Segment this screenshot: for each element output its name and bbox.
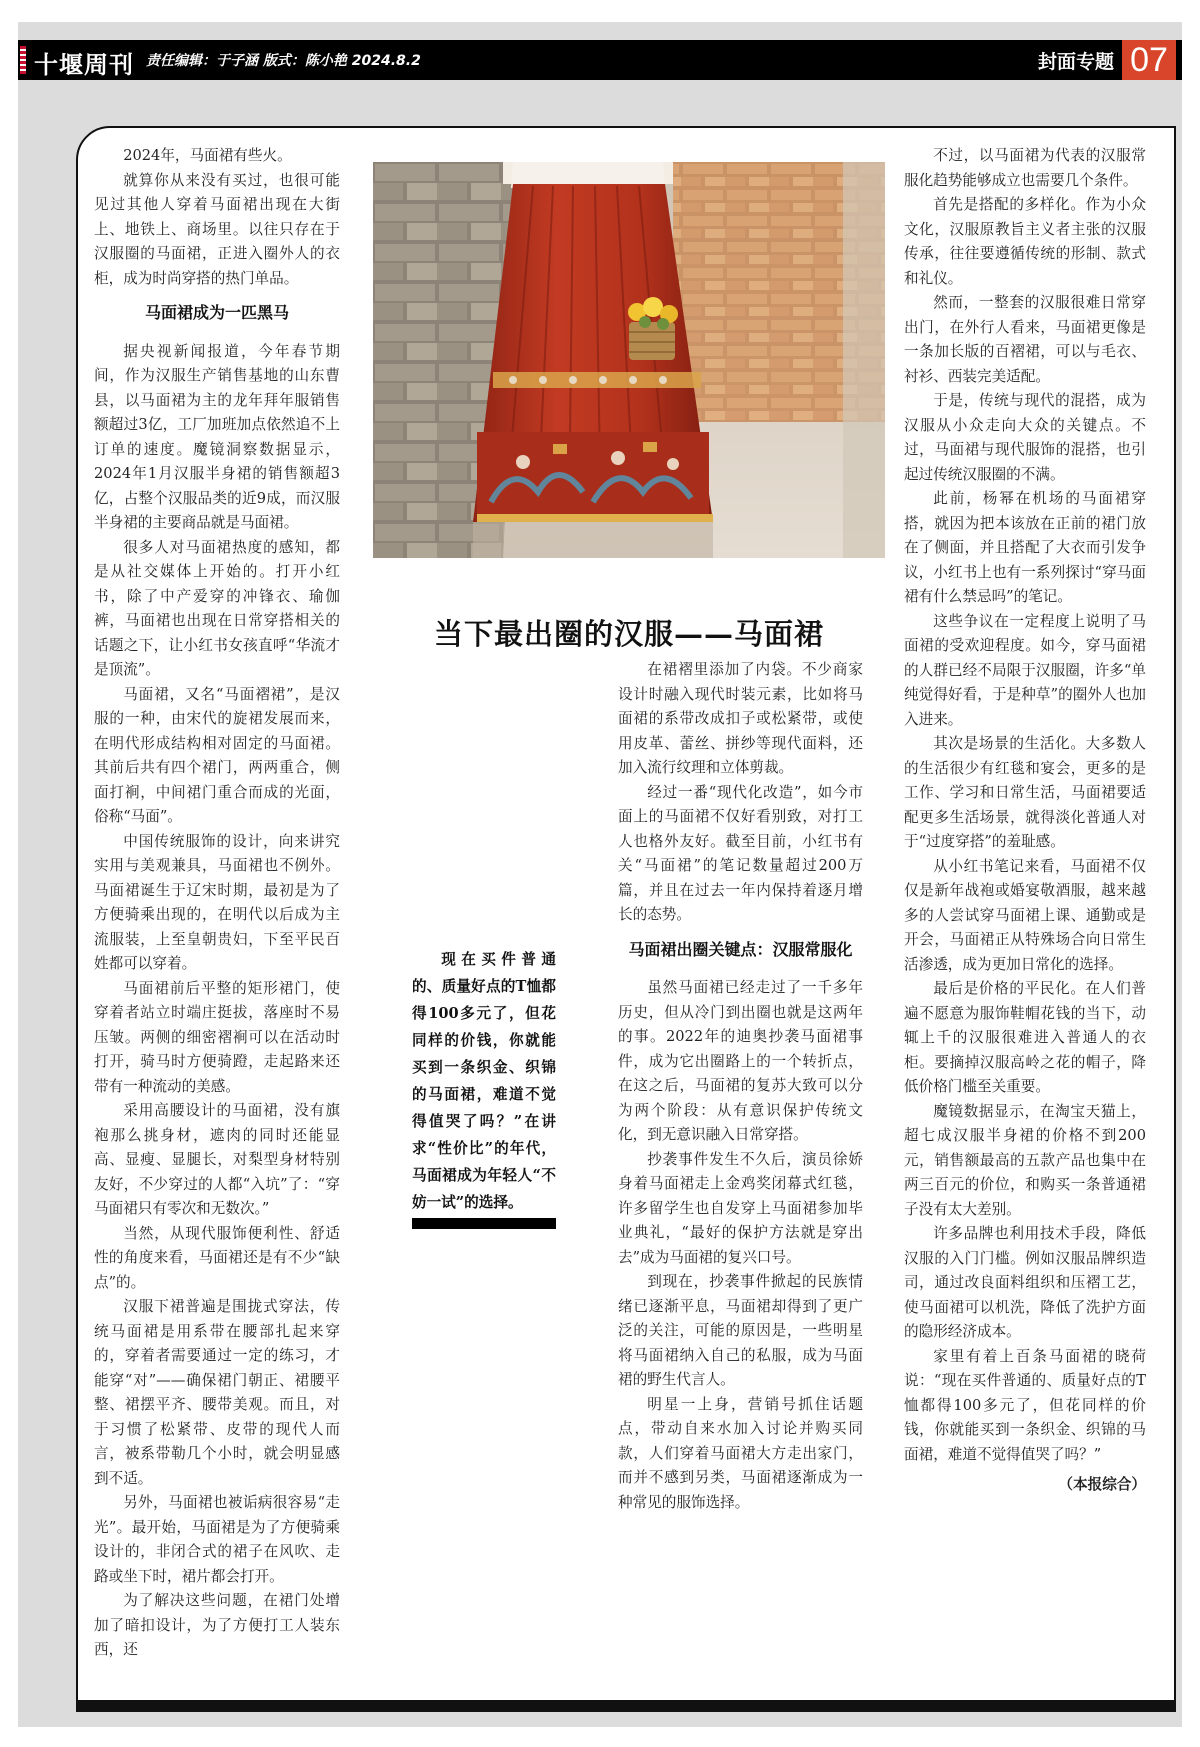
paragraph: 其次是场景的生活化。大多数人的生活很少有红毯和宴会，更多的是工作、学习和日常生活，马面裙要适配更多生活场景，就得淡化普通人对于“过度穿搭”的羞耻感。 — [904, 735, 1146, 850]
paragraph: 这些争议在一定程度上说明了马面裙的受欢迎程度。如今，穿马面裙的人群已经不局限于汉服圈，许多“单纯觉得好看，于是种草”的圈外人也加入进来。 — [904, 612, 1146, 728]
paragraph: 据央视新闻报道，今年春节期间，作为汉服生产销售基地的山东曹县，以马面裙为主的龙年拜年服销售额超过3亿，工厂加班加点依然追不上订单的速度。魔镜洞察数据显示，2024年1月汉服半身裙的销售额超3亿，占整个汉服品类的近9成，而汉服半身裙的主要商品就是马面裙。 — [94, 342, 340, 531]
paragraph: 明星一上身，营销号抓住话题点，带动自来水加入讨论并购买同款，人们穿着马面裙大方走出家门，而并不感到另类，马面裙逐渐成为一种常见的服饰选择。 — [618, 1395, 863, 1511]
subheading: 马面裙出圈关键点：汉服常服化 — [628, 939, 853, 959]
paragraph: 最后是价格的平民化。在人们普遍不愿意为服饰鞋帽花钱的当下，动辄上千的汉服很难进入普通人的衣柜。要摘掉汉服高岭之花的帽子，降低价格门槛至关重要。 — [904, 980, 1146, 1095]
paragraph: 然而，一整套的汉服很难日常穿出门，在外行人看来，马面裙更像是一条加长版的百褶裙，可以与毛衣、衬衫、西装完美适配。 — [904, 294, 1146, 385]
masthead-logo — [20, 42, 140, 78]
paragraph: 经过一番“现代化改造”，如今市面上的马面裙不仅好看别致，对打工人也格外友好。截至目前，小红书有关“马面裙”的笔记数量超过200万篇，并且在过去一年内保持着逐月增长的态势。 — [618, 783, 863, 923]
paragraph: 很多人对马面裙热度的感知，都是从社交媒体上开始的。打开小红书，除了中产爱穿的冲锋衣、瑜伽裤，马面裙也出现在日常穿搭相关的话题之下，让小红书女孩直呼“华流才是顶流”。 — [94, 538, 340, 678]
mamian-skirt-photo — [373, 162, 885, 558]
paragraph: 不过，以马面裙为代表的汉服常服化趋势能够成立也需要几个条件。 — [904, 147, 1146, 189]
paragraph: 汉服下裙普遍是围拢式穿法，传统马面裙是用系带在腰部扎起来穿的，穿着者需要通过一定的练习，才能穿“对”——确保裙门朝正、裙腰平整、裙摆平齐、腰带美观。而且，对于习惯了松紧带、皮带的现代人而言，被系带勒几个小时，就会明显感到不适。 — [94, 1298, 340, 1487]
paragraph: 2024年，马面裙有些火。 — [123, 147, 292, 164]
paragraph: 家里有着上百条马面裙的晓荷说：“现在买件普通的、质量好点的T恤都得100多元了，但花同样的价钱，你就能买到一条织金、织锦的马面裙，难道不觉得值哭了吗？” — [904, 1347, 1146, 1463]
skirt-illustration — [373, 162, 885, 558]
paragraph: 虽然马面裙已经走过了一千多年历史，但从冷门到出圈也就是这两年的事。2022年的迪奥抄袭马面裙事件，成为它出圈路上的一个转折点，在这之后，马面裙的复苏大致可以分为两个阶段：从有意识保护传统文化，到无意识融入日常穿搭。 — [618, 979, 863, 1143]
article-column-4 — [904, 144, 1146, 1498]
article-source: （本报综合） — [1058, 1476, 1146, 1493]
paragraph: 中国传统服饰的设计，向来讲究实用与美观兼具，马面裙也不例外。马面裙诞生于辽宋时期，最初是为了方便骑乘出现的，在明代以后成为主流服装，上至皇朝贵妇，下至平民百姓都可以穿着。 — [94, 832, 340, 972]
pull-quote: 现在买件普通的、质量好点的T恤都得100多元了，但花同样的价钱，你就能买到一条织金、织锦的马面裙，难道不觉得值哭了吗？”在讲求“性价比”的年代，马面裙成为年轻人“不妨一试”的选择。 — [412, 951, 556, 1211]
paragraph: 在裙褶里添加了内袋。不少商家设计时融入现代时装元素，比如将马面裙的系带改成扣子或松紧带，或使用皮革、蕾丝、拼纱等现代面料，还加入流行纹理和立体剪裁。 — [618, 661, 863, 776]
frame-shadow — [76, 1700, 1176, 1712]
flower-basket-icon — [628, 297, 678, 360]
paragraph: 为了解决这些问题，在裙门处增加了暗扣设计，为了方便打工人装东西，还 — [94, 1592, 340, 1658]
paragraph: 此前，杨幂在机场的马面裙穿搭，就因为把本该放在正前的裙门放在了侧面，并且搭配了大衣而引发争议，小红书上也有一系列探讨“穿马面裙有什么禁忌吗”的笔记。 — [904, 490, 1146, 605]
paragraph: 于是，传统与现代的混搭，成为汉服从小众走向大众的关键点。不过，马面裙与现代服饰的混搭，也引起过传统汉服圈的不满。 — [904, 392, 1146, 483]
masthead-title: 十堰周刊 — [34, 50, 134, 79]
article-column-1 — [94, 144, 340, 1663]
page-number: 07 — [1122, 40, 1176, 80]
paragraph: 抄袭事件发生不久后，演员徐娇身着马面裙走上金鸡奖闭幕式红毯，许多留学生也自发穿上马面裙参加毕业典礼，“最好的保护方法就是穿出去”成为马面裙的复兴口号。 — [618, 1150, 863, 1266]
paragraph: 首先是搭配的多样化。作为小众文化，汉服原教旨主义者主张的汉服传承，往往要遵循传统的形制、款式和礼仪。 — [904, 196, 1146, 287]
editor-credits: 责任编辑：于子涵 版式：陈小艳 2024.8.2 — [146, 53, 421, 69]
paragraph: 另外，马面裙也被诟病很容易“走光”。最开始，马面裙是为了方便骑乘设计的，非闭合式的裙子在风吹、走路或坐下时，裙片都会打开。 — [94, 1494, 340, 1585]
paragraph: 马面裙，又名“马面褶裙”，是汉服的一种，由宋代的旋裙发展而来，在明代形成结构相对固定的马面裙。其前后共有四个裙门，两两重合，侧面打裥，中间裙门重合而成的光面，俗称“马面”。 — [94, 685, 340, 825]
paragraph: 马面裙前后平整的矩形裙门，使穿着者站立时端庄挺拔，落座时不易压皱。两侧的细密褶裥可以在活动时打开，骑马时方便骑蹬，走起路来还带有一种流动的美感。 — [94, 979, 340, 1095]
paragraph: 许多品牌也利用技术手段，降低汉服的入门门槛。例如汉服品牌织造司，通过改良面料组织和压褶工艺，使马面裙可以机洗，降低了洗护方面的隐形经济成本。 — [904, 1225, 1146, 1340]
masthead-stripes — [20, 46, 26, 74]
paragraph: 魔镜数据显示，在淘宝天猫上，超七成汉服半身裙的价格不到200元，销售额最高的五款产品也集中在两三百元的价位，和购买一条普通裙子没有太大差别。 — [904, 1102, 1146, 1218]
paragraph: 采用高腰设计的马面裙，没有旗袍那么挑身材，遮肉的同时还能显高、显瘦、显腿长，对梨型身材特别友好，不少穿过的人都“入坑”了：“穿马面裙只有零次和无数次。” — [94, 1102, 340, 1217]
page-header — [18, 40, 1182, 80]
article-column-3 — [618, 658, 863, 1515]
paragraph: 从小红书笔记来看，马面裙不仅仅是新年战袍或婚宴敬酒服，越来越多的人尝试穿马面裙上课、通勤或是开会，马面裙正从特殊场合向日常生活渗透，成为更加日常化的选择。 — [904, 857, 1146, 973]
paragraph: 当然，从现代服饰便利性、舒适性的角度来看，马面裙还是有不少“缺点”的。 — [94, 1224, 340, 1291]
subheading: 马面裙成为一匹黑马 — [144, 303, 289, 322]
section-title: 封面专题 — [1037, 51, 1114, 73]
paragraph: 到现在，抄袭事件掀起的民族情绪已逐渐平息，马面裙却得到了更广泛的关注，可能的原因是，一些明星将马面裙纳入自己的私服，成为马面裙的野生代言人。 — [618, 1273, 863, 1388]
headline: 当下最出圈的汉服——马面裙 — [433, 617, 824, 651]
pull-quote-rule — [412, 1218, 556, 1229]
paragraph: 就算你从来没有买过，也很可能见过其他人穿着马面裙出现在大街上、地铁上、商场里。以往只存在于汉服圈的马面裙，正进入圈外人的衣柜，成为时尚穿搭的热门单品。 — [94, 171, 340, 287]
